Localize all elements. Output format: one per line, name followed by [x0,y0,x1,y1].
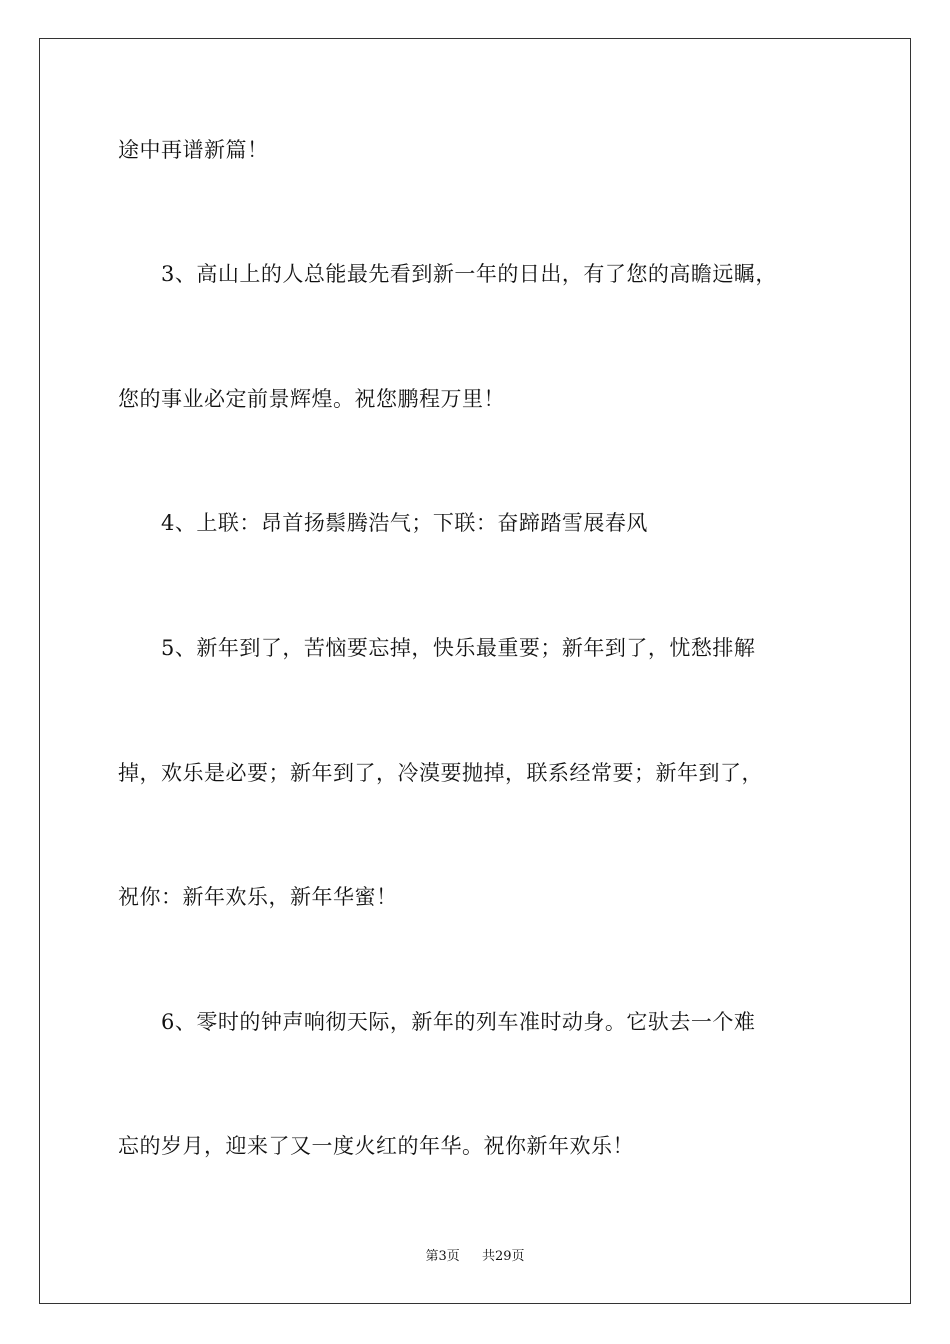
text-line-2: 3、高山上的人总能最先看到新一年的日出，有了您的高瞻远瞩， [118,262,777,286]
text-line-9: 忘的岁月，迎来了又一度火红的年华。祝你新年欢乐！ [118,1134,634,1158]
page-border [39,38,911,1304]
text-line-5: 5、新年到了，苦恼要忘掉，快乐最重要；新年到了，忧愁排解 [118,636,756,660]
page-total: 共29页 [482,1249,525,1264]
text-line-7: 祝你：新年欢乐，新年华蜜！ [118,885,398,909]
text-line-4: 4、上联：昂首扬鬃腾浩气；下联：奋蹄踏雪展春风 [118,511,648,535]
page-footer [0,1248,950,1266]
text-line-6: 掉，欢乐是必要；新年到了，冷漠要抛掉，联系经常要；新年到了， [118,761,763,785]
text-line-3: 您的事业必定前景辉煌。祝您鹏程万里！ [118,387,505,411]
text-line-8: 6、零时的钟声响彻天际，新年的列车准时动身。它驮去一个难 [118,1010,756,1034]
text-line-1: 途中再谱新篇！ [118,138,269,162]
page-number: 第3页 [425,1249,460,1264]
